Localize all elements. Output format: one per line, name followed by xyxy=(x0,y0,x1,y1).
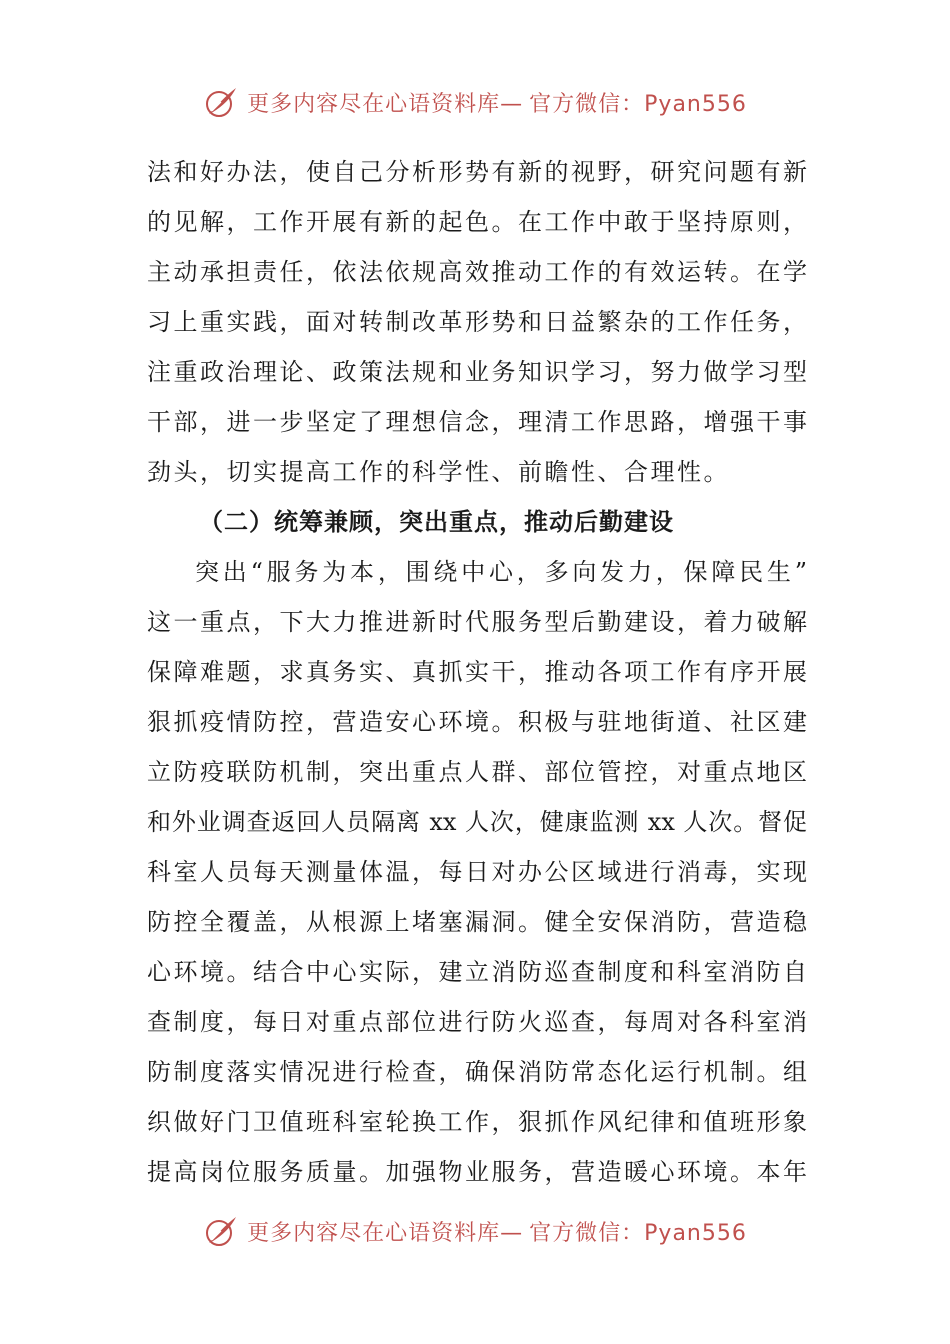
paragraph-line: 注重政治理论、政策法规和业务知识学习，努力做学习型 xyxy=(147,358,807,386)
watermark-library-text: 更多内容尽在心语资料库 xyxy=(247,1220,501,1246)
quill-logo-icon xyxy=(203,84,239,120)
paragraph-line: 突出“服务为本，围绕中心，多向发力，保障民生” xyxy=(195,558,807,586)
watermark-wechat-text: 官方微信：Pyan556 xyxy=(529,1220,747,1246)
paragraph-line: 这一重点，下大力推进新时代服务型后勤建设，着力破解 xyxy=(147,608,807,636)
paragraph-line: 防制度落实情况进行检查，确保消防常态化运行机制。组 xyxy=(147,1058,807,1086)
header-watermark xyxy=(0,82,950,122)
paragraph-line: 科室人员每天测量体温，每日对办公区域进行消毒，实现 xyxy=(147,858,807,886)
paragraph-line: 立防疫联防机制，突出重点人群、部位管控，对重点地区 xyxy=(147,758,807,786)
paragraph-line: 防控全覆盖，从根源上堵塞漏洞。健全安保消防，营造稳 xyxy=(147,908,807,936)
document-body xyxy=(147,147,807,1197)
watermark-text xyxy=(247,1216,747,1247)
paragraph-line: 习上重实践，面对转制改革形势和日益繁杂的工作任务， xyxy=(147,308,807,336)
paragraph-line: 的见解，工作开展有新的起色。在工作中敢于坚持原则， xyxy=(147,208,807,236)
watermark-separator: — xyxy=(500,91,524,117)
paragraph-line: 心环境。结合中心实际，建立消防巡查制度和科室消防自 xyxy=(147,958,807,986)
paragraph-line: 干部，进一步坚定了理想信念，理清工作思路，增强干事 xyxy=(147,408,807,436)
paragraph-line: 和外业调查返回人员隔离 xx 人次，健康监测 xx 人次。督促 xyxy=(147,808,807,836)
paragraph-line: 织做好门卫值班科室轮换工作，狠抓作风纪律和值班形象 xyxy=(147,1108,807,1136)
section-heading: （二）统筹兼顾，突出重点，推动后勤建设 xyxy=(199,508,674,536)
paragraph-line: 法和好办法，使自己分析形势有新的视野，研究问题有新 xyxy=(147,158,807,186)
watermark-wechat-text: 官方微信：Pyan556 xyxy=(529,91,747,117)
footer-watermark xyxy=(0,1211,950,1251)
paragraph-line: 查制度，每日对重点部位进行防火巡查，每周对各科室消 xyxy=(147,1008,807,1036)
paragraph-line: 提高岗位服务质量。加强物业服务，营造暖心环境。本年 xyxy=(147,1158,807,1186)
paragraph-line: 劲头，切实提高工作的科学性、前瞻性、合理性。 xyxy=(147,458,730,486)
paragraph-line: 狠抓疫情防控，营造安心环境。积极与驻地街道、社区建 xyxy=(147,708,807,736)
paragraph-line: 主动承担责任，依法依规高效推动工作的有效运转。在学 xyxy=(147,258,807,286)
watermark-library-text: 更多内容尽在心语资料库 xyxy=(247,91,501,117)
quill-logo-icon xyxy=(203,1213,239,1249)
paragraph-line: 保障难题，求真务实、真抓实干，推动各项工作有序开展 xyxy=(147,658,807,686)
watermark-separator: — xyxy=(500,1220,524,1246)
watermark-text xyxy=(247,87,747,118)
